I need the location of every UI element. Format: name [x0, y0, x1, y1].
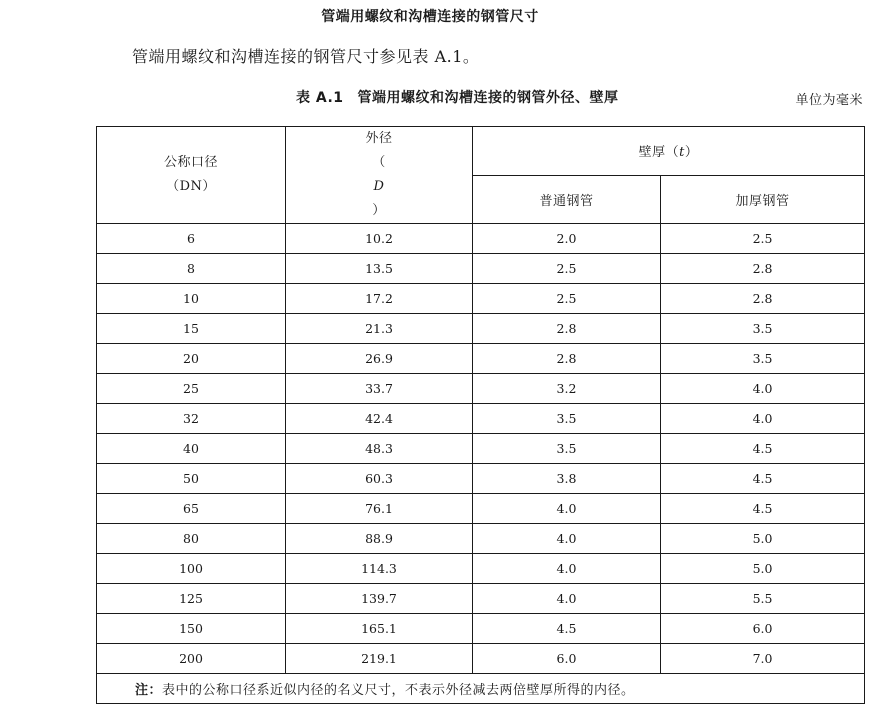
cell-wall-thick: 6.0 [661, 614, 865, 644]
table-row [97, 584, 865, 614]
table-row [97, 374, 865, 404]
cell-wall-thick: 4.5 [661, 464, 865, 494]
cell-wall-normal: 4.0 [473, 584, 661, 614]
header-outside-diameter [286, 127, 473, 224]
header-wall-symbol: t [679, 145, 685, 161]
cell-wall-thick: 7.0 [661, 644, 865, 674]
cell-nominal-diameter: 40 [97, 434, 286, 464]
cell-wall-thick: 2.8 [661, 284, 865, 314]
cell-wall-normal: 3.5 [473, 434, 661, 464]
cell-wall-thick: 3.5 [661, 314, 865, 344]
table-note-row [97, 674, 865, 704]
table-row [97, 254, 865, 284]
cell-wall-thick: 5.0 [661, 554, 865, 584]
cell-nominal-diameter: 8 [97, 254, 286, 284]
table-body [97, 224, 865, 674]
table-note-prefix: 注： [135, 683, 163, 698]
table-row [97, 224, 865, 254]
table-note [97, 674, 865, 704]
header-outside-diameter-line2 [286, 151, 472, 223]
cell-nominal-diameter: 10 [97, 284, 286, 314]
cell-nominal-diameter: 20 [97, 344, 286, 374]
cell-outside-diameter: 42.4 [286, 404, 473, 434]
header-wall-thick: 加厚钢管 [661, 175, 865, 224]
header-wall-prefix: 壁厚（ [638, 145, 680, 161]
cell-nominal-diameter: 6 [97, 224, 286, 254]
cell-nominal-diameter: 125 [97, 584, 286, 614]
table-caption-title: 管端用螺纹和沟槽连接的钢管外径、壁厚 [357, 90, 619, 106]
intro-paragraph: 管端用螺纹和沟槽连接的钢管尺寸参见表 A.1。 [132, 47, 480, 66]
table-row [97, 614, 865, 644]
cell-wall-thick: 2.8 [661, 254, 865, 284]
cell-nominal-diameter: 50 [97, 464, 286, 494]
cell-nominal-diameter: 80 [97, 524, 286, 554]
table-row [97, 404, 865, 434]
cell-wall-normal: 4.0 [473, 524, 661, 554]
cell-wall-thick: 5.0 [661, 524, 865, 554]
table-caption-label: 表 A.1 [296, 90, 344, 106]
cell-outside-diameter: 21.3 [286, 314, 473, 344]
cell-outside-diameter: 26.9 [286, 344, 473, 374]
header-od-close: ） [372, 203, 386, 218]
cell-outside-diameter: 48.3 [286, 434, 473, 464]
cell-nominal-diameter: 65 [97, 494, 286, 524]
cell-wall-normal: 6.0 [473, 644, 661, 674]
table-row [97, 434, 865, 464]
cell-wall-normal: 3.2 [473, 374, 661, 404]
cell-wall-normal: 2.5 [473, 254, 661, 284]
table-header-row [97, 127, 865, 176]
cell-wall-thick: 3.5 [661, 344, 865, 374]
header-od-open: （ [372, 155, 386, 170]
cell-wall-thick: 4.5 [661, 494, 865, 524]
cell-nominal-diameter: 25 [97, 374, 286, 404]
cell-outside-diameter: 60.3 [286, 464, 473, 494]
cell-outside-diameter: 165.1 [286, 614, 473, 644]
table-note-text: 表中的公称口径系近似内径的名义尺寸，不表示外径减去两倍壁厚所得的内径。 [162, 683, 635, 698]
cell-nominal-diameter: 150 [97, 614, 286, 644]
header-outside-diameter-line1: 外径 [365, 131, 393, 146]
table-row [97, 554, 865, 584]
header-nominal-diameter [97, 127, 286, 224]
cell-wall-normal: 2.8 [473, 344, 661, 374]
cell-wall-normal: 2.0 [473, 224, 661, 254]
unit-label: 单位为毫米 [795, 93, 863, 108]
cell-wall-normal: 4.0 [473, 554, 661, 584]
steel-pipe-dimension-table [96, 126, 865, 704]
header-wall-normal: 普通钢管 [473, 175, 661, 224]
cell-nominal-diameter: 100 [97, 554, 286, 584]
cell-nominal-diameter: 15 [97, 314, 286, 344]
table-row [97, 524, 865, 554]
section-heading: 管端用螺纹和沟槽连接的钢管尺寸 [321, 9, 539, 25]
table-row [97, 314, 865, 344]
table-caption [296, 87, 619, 107]
header-wall-thickness [473, 127, 865, 176]
cell-wall-thick: 5.5 [661, 584, 865, 614]
cell-outside-diameter: 139.7 [286, 584, 473, 614]
cell-wall-normal: 4.0 [473, 494, 661, 524]
cell-nominal-diameter: 200 [97, 644, 286, 674]
table-row [97, 494, 865, 524]
cell-outside-diameter: 17.2 [286, 284, 473, 314]
cell-wall-normal: 3.8 [473, 464, 661, 494]
header-nominal-diameter-line2: （DN） [166, 179, 216, 194]
cell-wall-normal: 2.8 [473, 314, 661, 344]
table-row [97, 644, 865, 674]
cell-wall-normal: 3.5 [473, 404, 661, 434]
table-row [97, 284, 865, 314]
cell-nominal-diameter: 32 [97, 404, 286, 434]
header-wall-suffix: ） [684, 145, 699, 161]
header-od-symbol: D [373, 179, 385, 194]
cell-wall-thick: 2.5 [661, 224, 865, 254]
cell-outside-diameter: 13.5 [286, 254, 473, 284]
cell-wall-normal: 2.5 [473, 284, 661, 314]
cell-outside-diameter: 219.1 [286, 644, 473, 674]
cell-outside-diameter: 76.1 [286, 494, 473, 524]
cell-outside-diameter: 88.9 [286, 524, 473, 554]
table-row [97, 464, 865, 494]
cell-outside-diameter: 10.2 [286, 224, 473, 254]
cell-wall-thick: 4.0 [661, 404, 865, 434]
cell-wall-thick: 4.5 [661, 434, 865, 464]
cell-outside-diameter: 114.3 [286, 554, 473, 584]
cell-wall-thick: 4.0 [661, 374, 865, 404]
header-nominal-diameter-line1: 公称口径 [163, 155, 218, 170]
cell-outside-diameter: 33.7 [286, 374, 473, 404]
cell-wall-normal: 4.5 [473, 614, 661, 644]
table-row [97, 344, 865, 374]
